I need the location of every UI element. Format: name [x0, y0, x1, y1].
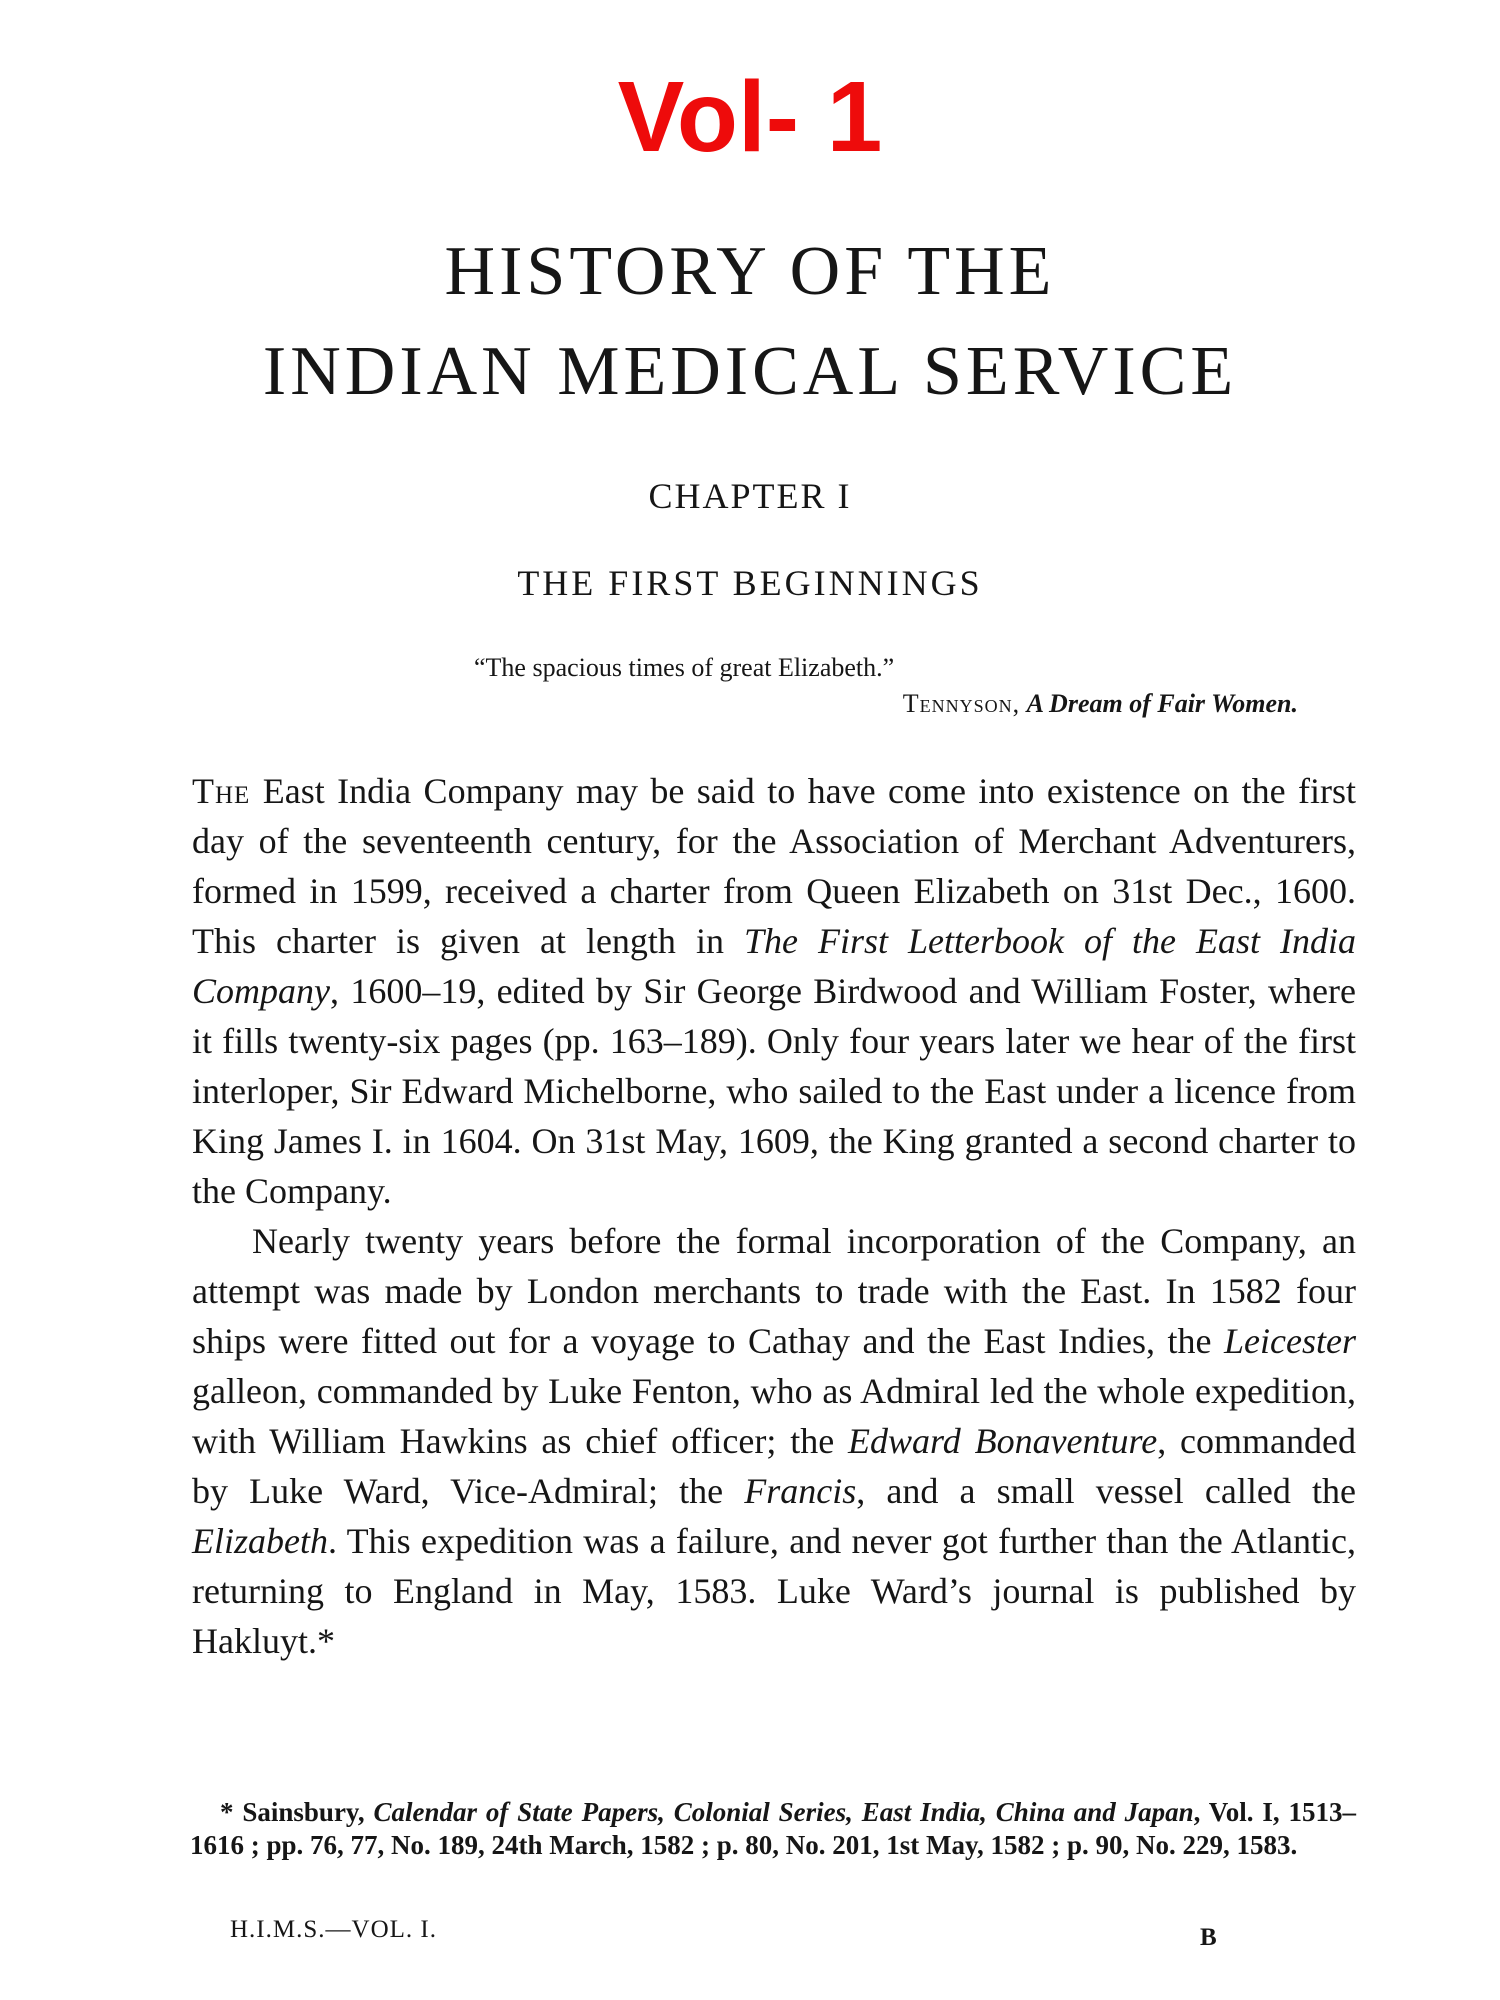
paragraph-2-text-b: galleon, commanded by Luke Fenton, who as Admiral led the whole expedition, with William Hawkins as chief officer; the	[192, 1371, 1356, 1461]
footnote-text-a: * Sainsbury,	[220, 1797, 374, 1827]
book-title	[0, 222, 1500, 422]
running-foot: H.I.M.S.—VOL. I.	[230, 1916, 437, 1943]
epigraph-work: A Dream of Fair Women.	[1026, 689, 1298, 718]
chapter-title: THE FIRST BEGINNINGS	[517, 563, 983, 603]
paragraph-1-dropcap: The	[192, 771, 251, 811]
chapter-number: CHAPTER I	[648, 476, 852, 516]
paragraph-2-text-c: , commanded by Luke Ward, Vice-Admiral; the	[192, 1421, 1356, 1511]
ship-name-edward-bonaventure: Edward Bonaventure	[848, 1421, 1158, 1461]
footnote-text	[190, 1796, 1356, 1862]
footnote-work-title: Calendar of State Papers, Colonial Series, East India, China and Japan	[373, 1797, 1194, 1827]
paragraph-2	[192, 1216, 1356, 1666]
paragraph-1-work-title: The First Letterbook of the East India Company	[192, 921, 1356, 1011]
epigraph-source	[460, 686, 1310, 722]
ship-name-leicester: Leicester	[1224, 1321, 1356, 1361]
epigraph-quote: “The spacious times of great Elizabeth.”	[474, 653, 895, 682]
paragraph-1-text-a: East India Company may be said to have come into existence on the first day of the seventeenth century, for the Association of Merchant Adventurers, formed in 1599, received a charter from Queen Elizabeth on 31st Dec., 1600. This charter is given at length in	[192, 771, 1356, 961]
book-title-line-2: INDIAN MEDICAL SERVICE	[262, 333, 1238, 410]
signature-mark: B	[1200, 1924, 1217, 1951]
footnote	[190, 1796, 1356, 1862]
paragraph-1-text-b: , 1600–19, edited by Sir George Birdwood and William Foster, where it fills twenty-six pages (pp. 163–189). Only four years later we hear of the first interloper, Sir Edward Michelborne, who sailed to the East under a licence from King James I. in 1604. On 31st May, 1609, the King granted a second charter to the Company.	[192, 971, 1356, 1211]
volume-label: Vol- 1	[617, 61, 883, 173]
body-text	[192, 766, 1356, 1666]
paragraph-1	[192, 766, 1356, 1216]
ship-name-francis: Francis	[744, 1471, 857, 1511]
paragraph-2-text-a: Nearly twenty years before the formal incorporation of the Company, an attempt was made by London merchants to trade with the East. In 1582 four ships were fitted out for a voyage to Cathay and the East Indies, the	[192, 1221, 1356, 1361]
epigraph-author: Tennyson,	[902, 689, 1021, 718]
paragraph-2-text-e: . This expedition was a failure, and never got further than the Atlantic, returning to England in May, 1583. Luke Ward’s journal is published by Hakluyt.*	[192, 1521, 1356, 1661]
epigraph	[460, 650, 1310, 722]
paragraph-2-text-d: , and a small vessel called the	[856, 1471, 1356, 1511]
footnote-text-b: , Vol. I, 1513–1616 ; pp. 76, 77, No. 189, 24th March, 1582 ; p. 80, No. 201, 1st May, 1582 ; p. 90, No. 229, 1583.	[190, 1797, 1356, 1860]
book-title-line-1: HISTORY OF THE	[444, 233, 1056, 310]
ship-name-elizabeth: Elizabeth	[192, 1521, 328, 1561]
